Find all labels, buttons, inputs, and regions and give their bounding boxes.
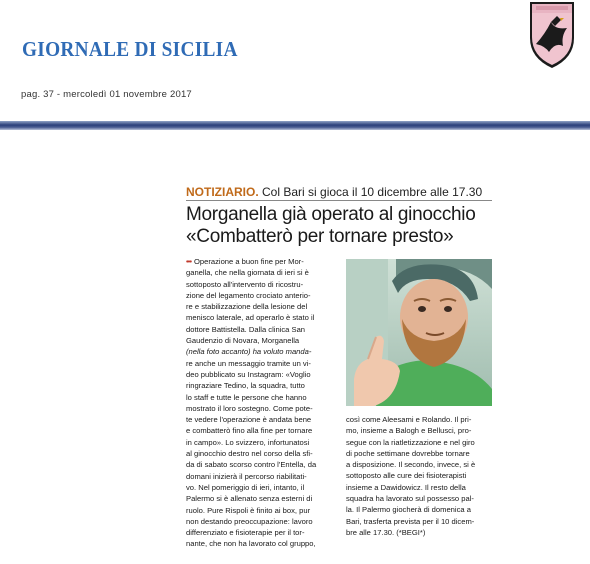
body-line: di poche settimane dovrebbe tornare xyxy=(346,448,470,458)
body-line: sottoposto all'intervento di ricostru- xyxy=(186,279,304,289)
palermo-crest-icon xyxy=(527,0,577,70)
body-line: non destando preoccupazione: lavoro xyxy=(186,516,313,526)
body-line: vo. Nel pomeriggio di ieri, intanto, il xyxy=(186,482,305,492)
body-line: dottore Battistella. Dalla clinica San xyxy=(186,324,306,334)
body-line: squadra ha lavorato sul possesso pal- xyxy=(346,494,474,504)
body-line: te vedere l'operazione è andata bene xyxy=(186,415,312,425)
body-line: bre alle 17.30. (*BEGI*) xyxy=(346,527,426,537)
body-line: sottoposto alle cure dei fisioterapisti xyxy=(346,471,467,481)
kicker-text: Col Bari si gioca il 10 dicembre alle 17.30 xyxy=(262,185,483,199)
body-line: insieme a Dawidowicz. Il resto della xyxy=(346,482,466,492)
body-line: Bari, trasferta prevista per il 10 dicem- xyxy=(346,516,475,526)
body-line: e combatterò fino alla fine per tornare xyxy=(186,426,313,436)
headline-line-1: Morganella già operato al ginocchio xyxy=(186,204,476,225)
body-line: ••• Operazione a buon fine per Mor- xyxy=(186,257,304,266)
kicker-underline xyxy=(186,200,492,201)
body-line: al ginocchio destro nel corso della sfi- xyxy=(186,449,313,459)
bullets-marker: ••• xyxy=(186,257,191,266)
body-line: Gaudenzio di Novara, Morganella xyxy=(186,336,300,346)
newspaper-masthead: GIORNALE DI SICILIA xyxy=(22,37,238,61)
body-line: re anche un messaggio tramite un vi- xyxy=(186,358,311,368)
body-line: segue con la riatletizzazione e nel giro xyxy=(346,437,475,447)
body-line: in campo». Lo svizzero, infortunatosi xyxy=(186,437,310,447)
page-info: pag. 37 - mercoledì 01 novembre 2017 xyxy=(21,89,192,100)
body-line: nante, che non ha lavorato col gruppo, xyxy=(186,539,316,549)
body-line: mo, insieme a Balogh e Bellusci, pro- xyxy=(346,426,472,436)
body-line: la. Il Palermo giocherà di domenica a xyxy=(346,505,471,515)
body-line: ringraziare Tedino, la squadra, tutto xyxy=(186,381,305,391)
body-line: re e stabilizzazione della lesione del xyxy=(186,302,308,312)
body-line: deo pubblicato su Instagram: «Voglio xyxy=(186,369,311,379)
article-headline xyxy=(186,204,506,248)
article-photo xyxy=(346,259,492,406)
body-line: ganella, che nella giornata di ieri si è xyxy=(186,268,309,278)
body-line: menisco laterale, ad operarlo è stato il xyxy=(186,313,315,323)
body-line: ruolo. Pure Rispoli è finito ai box, pur xyxy=(186,505,311,515)
article-column-2 xyxy=(346,414,496,538)
body-line: differenziato e fisioterapie per il tor- xyxy=(186,528,305,538)
article-column-1 xyxy=(186,256,336,550)
body-line: (nella foto accanto) ha voluto manda- xyxy=(186,347,312,357)
body-line: mostrato il loro sostegno. Come pote- xyxy=(186,403,313,413)
body-line: da di sabato scorso contro l'Entella, da xyxy=(186,460,317,470)
body-line: così come Aleesami e Rolando. Il pri- xyxy=(346,415,472,424)
header-divider xyxy=(0,121,590,130)
article-kicker xyxy=(186,185,482,199)
section-label: NOTIZIARIO. xyxy=(186,185,259,199)
body-line: a disposizione. Il secondo, invece, si è xyxy=(346,460,476,470)
body-line: zione del legamento crociato anterio- xyxy=(186,290,311,300)
body-line: Palermo si è allenato senza esterni di xyxy=(186,494,313,504)
body-line: lo staff e tutte le persone che hanno xyxy=(186,392,307,402)
headline-line-2: «Combatterò per tornare presto» xyxy=(186,226,454,247)
body-line: domani inizierà il percorso riabilitati- xyxy=(186,471,307,481)
